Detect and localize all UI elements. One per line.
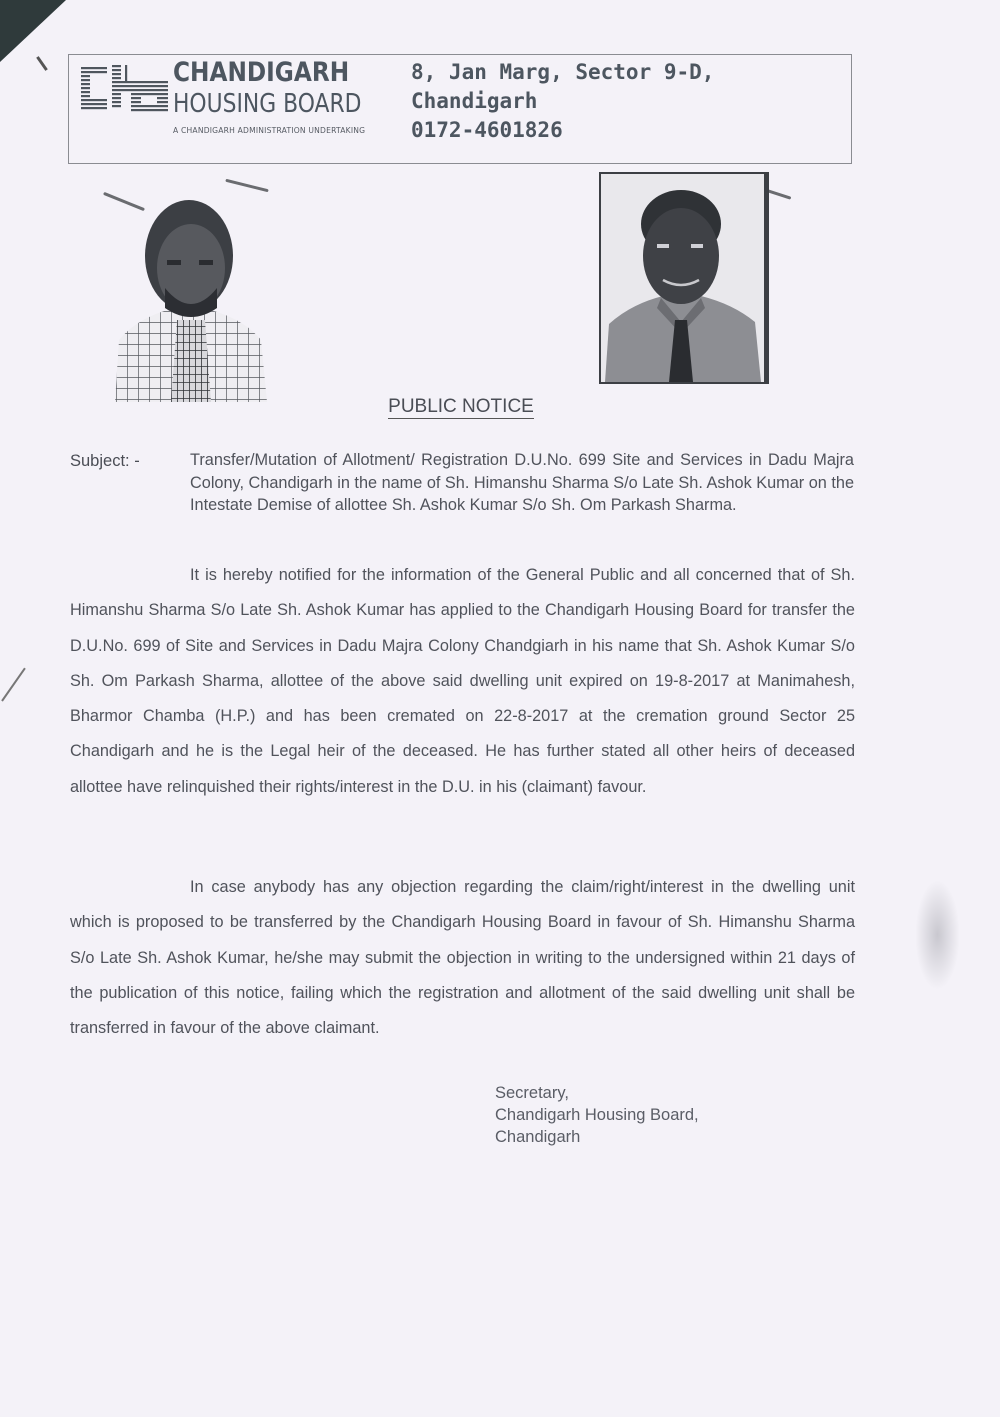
subject-label: Subject: - <box>70 452 140 470</box>
signature-org: Chandigarh Housing Board, <box>495 1106 699 1124</box>
org-name-line2: HOUSING BOARD <box>173 89 362 119</box>
notice-paragraph-2: In case anybody has any objection regarding the claim/right/interest in the dwelling unit which is proposed to be transferred by the Chandigarh Housing Board in favour of Sh. Himanshu Sharma S/o Late Sh. Ashok Kumar, he/she may submit the objection in writing to the undersigned within 21 days of the publication of this notice, failing which the registration and allotment of the said dwelling unit shall be transferred in favour of the above claimant. <box>70 878 855 1038</box>
notice-paragraph-1: It is hereby notified for the information of the General Public and all concerned that of Sh. Himanshu Sharma S/o Late Sh. Ashok Kumar has applied to the Chandigarh Housing Board for transfer the D.U.No. 699 of Site and Services in Dadu Majra Colony Chandgiarh in his name that Sh. Ashok Kumar S/o Sh. Om Parkash Sharma, allottee of the above said dwelling unit expired on 19-8-2017 at Manimahesh, Bharmor Chamba (H.P.) and has been cremated on 22-8-2017 at the cremation ground Sector 25 Chandigarh and he is the Legal heir of the deceased. He has further stated all other heirs of deceased allottee have relinquished their rights/interest in the D.U. in his (claimant) favour. <box>70 566 855 796</box>
scan-artifact-corner <box>0 0 66 62</box>
signature-block <box>495 1082 699 1148</box>
signature-city: Chandigarh <box>495 1128 581 1146</box>
address-line-1: 8, Jan Marg, Sector 9-D, <box>411 60 715 84</box>
subject-text: Transfer/Mutation of Allotment/ Registration D.U.No. 699 Site and Services in Dadu Majra Colony, Chandigarh in the name of Sh. Himanshu Sharma S/o Late Sh. Ashok Kumar on the Intestate Demise of allottee Sh. Ashok Kumar S/o Sh. Om Parkash Sharma. <box>190 451 854 514</box>
phone-number: 0172-4601826 <box>411 118 563 142</box>
notice-title-text: PUBLIC NOTICE <box>388 396 534 417</box>
chb-logo-icon <box>79 63 171 113</box>
org-name: CHANDIGARH <box>173 57 350 88</box>
address-line-2: Chandigarh <box>411 89 538 113</box>
scan-artifact-margin-mark <box>1 668 26 702</box>
photo-deceased-allottee <box>105 190 273 402</box>
org-address <box>411 58 714 145</box>
notice-title <box>0 396 1000 418</box>
scan-artifact-smudge <box>915 880 960 990</box>
org-tagline: A CHANDIGARH ADMINISTRATION UNDERTAKING <box>173 126 366 135</box>
signature-title: Secretary, <box>495 1084 569 1102</box>
letterhead <box>68 54 852 164</box>
photo-claimant <box>599 172 769 384</box>
